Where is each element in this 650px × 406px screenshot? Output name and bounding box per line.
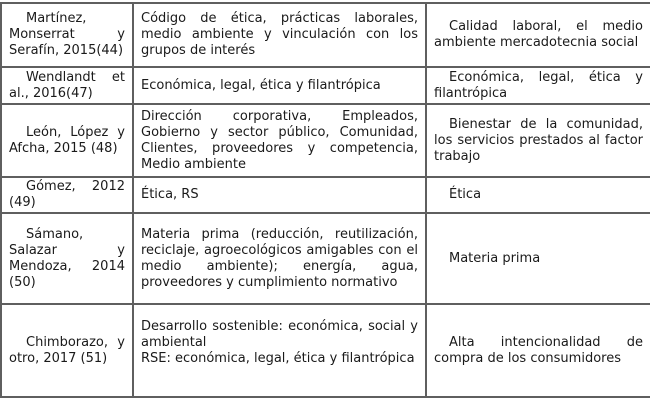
outcome-cell — [426, 177, 650, 213]
outcome-cell — [426, 3, 650, 67]
outcome-cell — [426, 304, 650, 397]
dimensions-cell — [133, 177, 426, 213]
source-citation-text: León, López y Afcha, 2015 (48) — [9, 124, 125, 156]
table-row — [1, 213, 650, 304]
outcome-cell — [426, 104, 650, 177]
dimension-paragraph: Desarrollo sostenible: económica, social y ambiental — [141, 318, 418, 350]
table-row — [1, 3, 650, 67]
source-cell — [1, 67, 133, 104]
source-citation-text: Wendlandt et al., 2016(47) — [9, 69, 125, 101]
dimensions-cell — [133, 304, 426, 397]
outcome-text: Económica, legal, ética y filantrópica — [434, 69, 643, 101]
source-cell — [1, 104, 133, 177]
table-row — [1, 104, 650, 177]
source-cell — [1, 3, 133, 67]
dimension-paragraph — [141, 367, 418, 383]
dimensions-cell — [133, 67, 426, 104]
dimension-paragraph: Código de ética, prácticas laborales, medio ambiente y vinculación con los grupos de interés — [141, 11, 418, 58]
dimension-paragraph: Materia prima (reducción, reutilización, reciclaje, agroecológicos amigables con el medio ambiente); energía, agua, proveedores y cumplimiento normativo — [141, 226, 418, 290]
dimension-paragraph: Dirección corporativa, Empleados, Gobierno y sector público, Comunidad, Clientes, proveedores y competencia, Medio ambiente — [141, 108, 418, 172]
source-citation-text: Chimborazo, y otro, 2017 (51) — [9, 334, 125, 366]
table-row — [1, 177, 650, 213]
outcome-text: Alta intencionalidad de compra de los consumidores — [434, 334, 643, 366]
outcome-cell — [426, 67, 650, 104]
source-citation-text: Martínez, Monserrat y Serafín, 2015(44) — [9, 11, 125, 58]
dimension-paragraph: Económica, legal, ética y filantrópica — [141, 77, 381, 93]
literature-table — [0, 2, 650, 398]
dimensions-cell — [133, 104, 426, 177]
outcome-text: Ética — [449, 187, 482, 202]
source-cell — [1, 304, 133, 397]
outcome-text: Materia prima — [449, 250, 541, 266]
dimensions-cell — [133, 213, 426, 304]
dimension-paragraph: RSE: económica, legal, ética y filantrópica — [141, 350, 415, 366]
source-cell — [1, 213, 133, 304]
table-row — [1, 304, 650, 397]
dimension-paragraph: Ética, RS — [141, 187, 199, 202]
table-row — [1, 67, 650, 104]
source-citation-text: Gómez, 2012 (49) — [9, 179, 125, 210]
table-body — [1, 3, 650, 397]
outcome-text: Bienestar de la comunidad, los servicios prestados al factor trabajo — [434, 116, 643, 164]
dimensions-cell — [133, 3, 426, 67]
source-citation-text: Sámano, Salazar y Mendoza, 2014 (50) — [9, 226, 125, 290]
source-cell — [1, 177, 133, 213]
outcome-cell — [426, 213, 650, 304]
outcome-text: Calidad laboral, el medio ambiente mercadotecnia social — [434, 19, 643, 50]
